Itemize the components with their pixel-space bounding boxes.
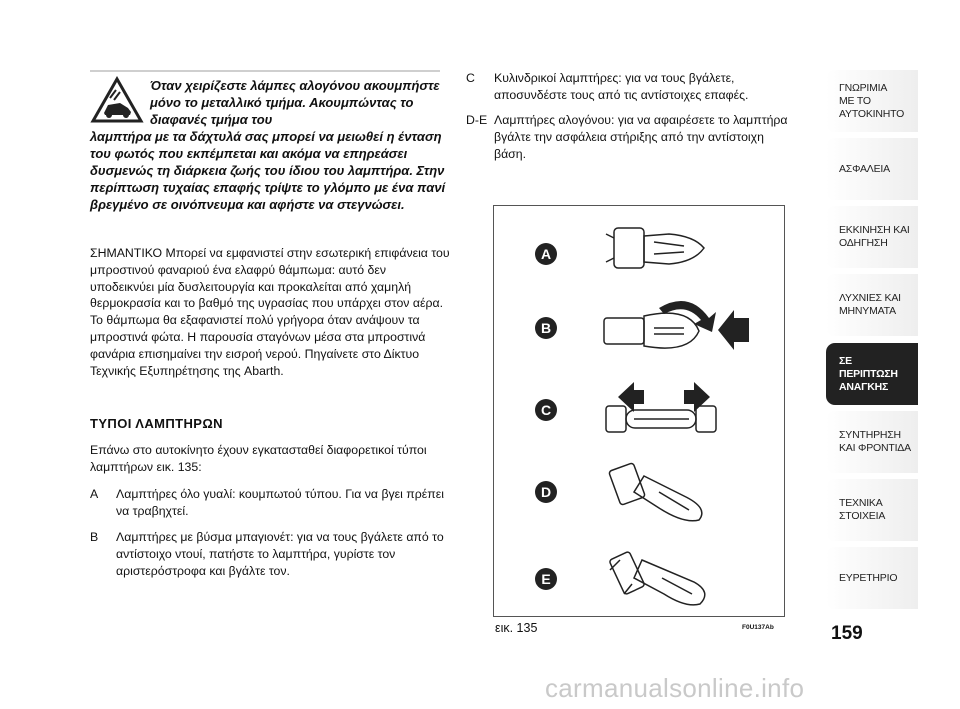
badge-d: D <box>540 484 552 500</box>
badge-b: B <box>540 320 552 336</box>
figure-code: F0U137Ab <box>742 624 774 631</box>
list-item-text: Λαμπτήρες όλο γυαλί: κουμπωτού τύπου. Για να βγει πρέπει να τραβηχτεί. <box>116 487 444 518</box>
tab-label: ΕΚΚΙΝΗΣΗ ΚΑΙ ΟΔΗΓΗΣΗ <box>839 224 910 249</box>
list-item-text: Λαμπτήρες με βύσμα μπαγιονέτ: για να τους βγάλετε από το αντίστοιχο ντουί, πατήστε το λαμπτήρα, γυρίστε τον αριστερόστροφα και βγάλτε τον. <box>116 530 444 578</box>
tab-getting-to-know[interactable] <box>826 70 918 132</box>
tab-label: ΤΕΧΝΙΚΑ ΣΤΟΙΧΕΙΑ <box>839 497 886 522</box>
panel-c <box>494 370 784 453</box>
tab-technical-data[interactable] <box>826 479 918 541</box>
tab-maintenance[interactable] <box>826 411 918 473</box>
tab-label: ΑΣΦΑΛΕΙΑ <box>839 162 890 175</box>
page-number: 159 <box>831 623 863 644</box>
list-item-key: A <box>90 487 99 501</box>
tab-label: ΕΥΡΕΤΗΡΙΟ <box>839 571 898 584</box>
wedge-bulb-icon <box>606 228 704 268</box>
tab-index[interactable] <box>826 547 918 609</box>
panel-b <box>494 288 784 371</box>
push-arrow-icon <box>718 310 749 350</box>
warning-text-intro: Όταν χειρίζεστε λάμπες αλογόνου ακουμπήστε μόνο το μεταλλικό τμήμα. Ακουμπώντας το διαφανές τμήμα του <box>150 78 440 127</box>
halogen-bulb-icon <box>609 463 702 521</box>
panel-e <box>494 534 784 616</box>
list-item-text: Κυλινδρικοί λαμπτήρες: για να τους βγάλετε, αποσυνδέστε τους από τις αντίστοιχες επαφές. <box>494 71 749 102</box>
panel-d <box>494 452 784 535</box>
badge-e: E <box>541 571 551 587</box>
bayonet-bulb-icon <box>604 313 699 348</box>
tab-starting-driving[interactable] <box>826 206 918 268</box>
tab-emergency[interactable] <box>826 343 918 405</box>
section-heading: ΤΥΠΟΙ ΛΑΜΠΤΗΡΩΝ <box>90 416 223 431</box>
tab-label: ΓΝΩΡΙΜΙΑ ΜΕ ΤΟ ΑΥΤΟΚΙΝΗΤΟ <box>839 81 905 120</box>
bulb-types-figure <box>493 205 785 617</box>
tab-safety[interactable] <box>826 138 918 200</box>
watermark: carmanualsonline.info <box>545 673 805 703</box>
badge-c: C <box>540 402 552 418</box>
section-intro: Επάνω στο αυτοκίνητο έχουν εγκατασταθεί διαφορετικοί τύποι λαμπτήρων εικ. 135: <box>90 443 427 474</box>
list-item-text: Λαμπτήρες αλογόνου: για να αφαιρέσετε το λαμπτήρα βγάλτε την ασφάλεια στήριξης από την αντίστοιχη βάση. <box>494 113 788 161</box>
tab-label: ΣΕ ΠΕΡΙΠΤΩΣΗ ΑΝΑΓΚΗΣ <box>839 354 898 393</box>
list-item-key: C <box>466 71 475 85</box>
warning-car-icon <box>90 76 144 124</box>
tab-warning-lights[interactable] <box>826 274 918 336</box>
warning-text-body: λαμπτήρα με τα δάχτυλά σας μπορεί να μειωθεί η ένταση του φωτός που εκπέμπεται και ακόμα να επηρεάσει δυσμενώς τη διάρκεια ζωής του ίδιου του λαμπτήρα. Στην περίπτωση τυχαίας επαφής τρίψτε το γλόμπο με ένα πανί βρεγμένο σε οινόπνευμα και αφήστε να στεγνώσει. <box>90 129 446 212</box>
warning-divider <box>90 70 440 72</box>
left-arrow-icon <box>618 382 644 412</box>
festoon-bulb-icon <box>606 406 716 432</box>
right-arrow-icon <box>684 382 710 412</box>
halogen-bulb-icon <box>609 551 705 605</box>
tab-label: ΛΥΧΝΙΕΣ ΚΑΙ ΜΗΝΥΜΑΤΑ <box>839 292 901 317</box>
important-paragraph: ΣΗΜΑΝΤΙΚΟ Μπορεί να εμφανιστεί στην εσωτερική επιφάνεια του μπροστινού φαναριού ένα ελαφρύ θάμπωμα: αυτό δεν υποδεικνύει μία δυσλειτουργία και προκαλείται από χαμηλή θερμοκρασία και το βαθμό της υγρασίας που υπάρχει στον αέρα. Το θάμπωμα θα εξαφανιστεί πολύ γρήγορα όταν ανάψουν τα μπροστινά φώτα. Η παρουσία σταγόνων μέσα στα μπροστινά φανάρια επισημαίνει την εισροή νερού. Πηγαίνετε στο Δίκτυο Τεχνικής Εξυπηρέτησης της Abarth. <box>90 246 450 378</box>
list-item-key: B <box>90 530 99 544</box>
badge-a: A <box>540 246 552 262</box>
list-item-key: D-E <box>466 113 488 127</box>
tab-label: ΣΥΝΤΗΡΗΣΗ ΚΑΙ ΦΡΟΝΤΙΔΑ <box>839 429 911 454</box>
figure-caption: εικ. 135 <box>495 621 538 635</box>
panel-a <box>494 206 784 289</box>
